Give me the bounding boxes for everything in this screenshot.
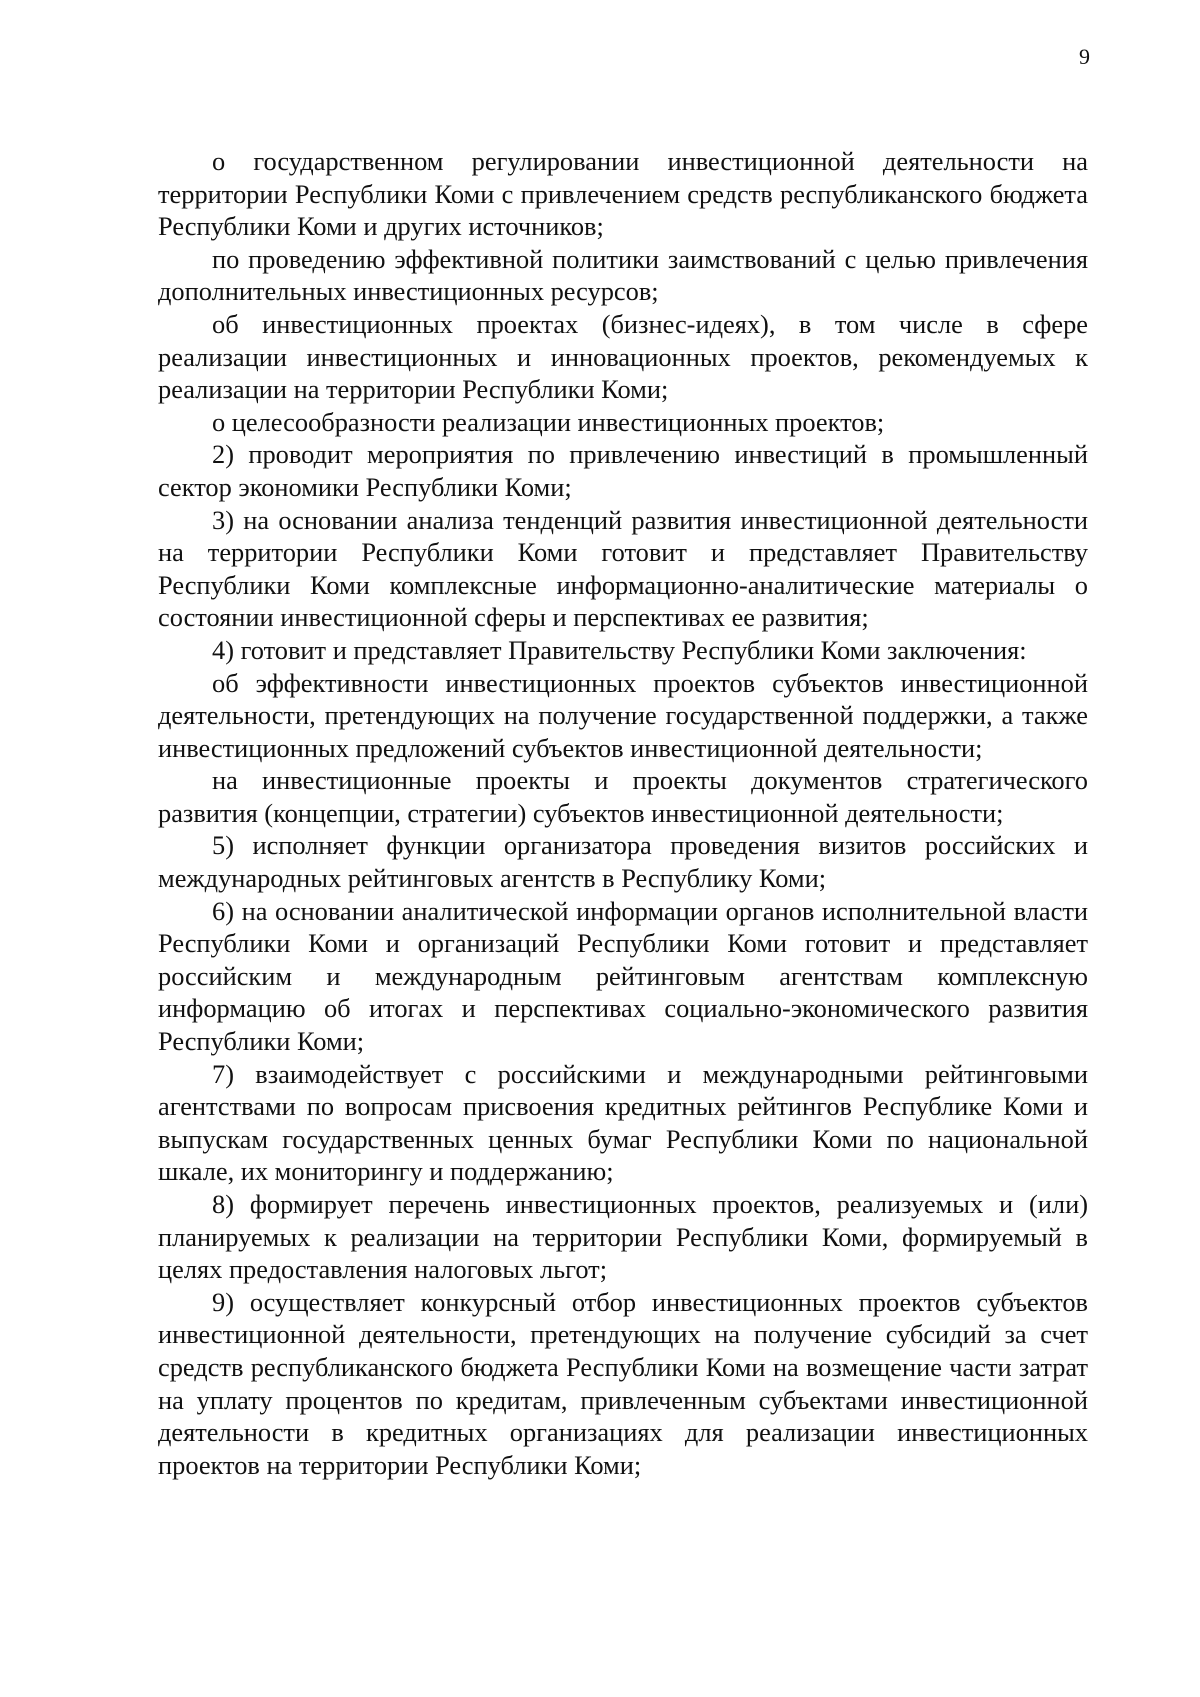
paragraph: об инвестиционных проектах (бизнес-идеях), в том числе в сфере реализации инвестиционных и инновационных проектов, рекомендуемых к реализации на территории Республики Коми; bbox=[158, 308, 1088, 405]
paragraph: 2) проводит мероприятия по привлечению инвестиций в промышленный сектор экономики Республики Коми; bbox=[158, 439, 1088, 502]
paragraph: об эффективности инвестиционных проектов субъектов инвестиционной деятельности, претендующих на получение государственной поддержки, а также инвестиционных предложений субъектов инвестиционной деятельности; bbox=[158, 667, 1088, 763]
document-body bbox=[158, 145, 1088, 1481]
paragraph: о целесообразности реализации инвестиционных проектов; bbox=[212, 406, 885, 437]
paragraph: 4) готовит и представляет Правительству Республики Коми заключения: bbox=[212, 634, 1027, 665]
paragraph: на инвестиционные проекты и проекты документов стратегического развития (концепции, стратегии) субъектов инвестиционной деятельности; bbox=[158, 765, 1088, 828]
paragraph: о государственном регулировании инвестиционной деятельности на территории Республики Коми с привлечением средств республиканского бюджета Республики Коми и других источников; bbox=[158, 146, 1088, 242]
paragraph: 6) на основании аналитической информации органов исполнительной власти Республики Коми и организаций Республики Коми готовит и представляет российским и международным рейтинговым агентствам комплексную информацию об итогах и перспективах социально-экономического развития Республики Коми; bbox=[158, 895, 1088, 1057]
paragraph: 7) взаимодействует с российскими и международными рейтинговыми агентствами по вопросам присвоения кредитных рейтингов Республике Коми и выпускам государственных ценных бумаг Республики Коми по национальной шкале, их мониторингу и поддержанию; bbox=[158, 1058, 1088, 1187]
paragraph: 3) на основании анализа тенденций развития инвестиционной деятельности на территории Республики Коми готовит и представляет Правительству Республики Коми комплексные информационно-аналитические материалы о состоянии инвестиционной сферы и перспективах ее развития; bbox=[158, 504, 1088, 633]
paragraph: 8) формирует перечень инвестиционных проектов, реализуемых и (или) планируемых к реализации на территории Республики Коми, формируемый в целях предоставления налоговых льгот; bbox=[158, 1189, 1088, 1285]
paragraph: 9) осуществляет конкурсный отбор инвестиционных проектов субъектов инвестиционной деятельности, претендующих на получение субсидий за счет средств республиканского бюджета Республики Коми на возмещение части затрат на уплату процентов по кредитам, привлеченным субъектами инвестиционной деятельности в кредитных организациях для реализации инвестиционных проектов на территории Республики Коми; bbox=[158, 1286, 1088, 1480]
page-number: 9 bbox=[1079, 44, 1090, 69]
paragraph: 5) исполняет функции организатора проведения визитов российских и международных рейтинговых агентств в Республику Коми; bbox=[158, 830, 1088, 894]
paragraph: по проведению эффективной политики заимствований с целью привлечения дополнительных инвестиционных ресурсов; bbox=[158, 243, 1088, 307]
